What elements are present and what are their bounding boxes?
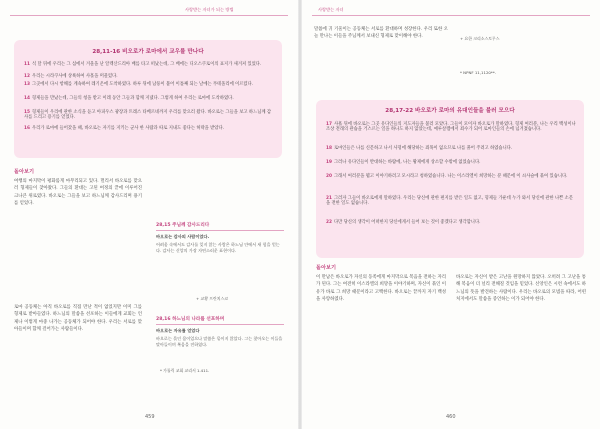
verse: 22 다만 당신의 생각이 어떠한지 당신에게서 들어 보는 것이 좋겠다고 생각합니다. [326,220,481,225]
body-paragraph: 바오로는 자신이 받은 고난을 원망하지 않았다. 오히려 그 고난을 통해 복음이 더 널리 전해질 것임을 믿었다. 신앙인은 시련 속에서도 하느님의 뜻을 발견하는 사람이다. 우리는 바오로의 모범을 따라, 어떤 처지에서도 말씀을 증언하는 이가 되어야 한다. [456,275,586,303]
box-text: 어려움 속에서도 감사를 잊지 않는 사람은 하느님 안에서 새 힘을 얻는다. 감사는 신앙의 가장 자연스러운 표현이다. [156,242,280,254]
page-number: 460 [446,414,456,420]
passage-title: 28,17-22 바오로가 로마의 유대인들을 불러 모으다 [385,108,515,114]
citation: + 요한 크리소스토무스 [460,36,500,41]
box-citation: + 교황 프란치스코 [196,296,229,301]
running-head: 사랑받는 자녀가 되는 방법 [185,7,234,12]
body-paragraph: 여행의 마지막이 평화롭게 마무리되고 있다. 멀리서 바오로를 맞으러 형제들이 찾아왔다. 그들의 환대는 고된 여정의 끝에 이루어진 크나큰 위로였다. 바오로는 그들을 보고 하느님께 감사드리며 용기를 얻었다. [14,179,142,207]
box-rule [156,324,284,325]
verse: 15 형제들이 우리에 관한 소식을 듣고 아피우스 광장과 트레스 타베르네까지 우리를 맞으러 왔다. 바오로는 그들을 보고 하느님께 감사를 드리고 용기를 얻었다. [24,110,272,121]
verse: 21 그러자 그들이 바오로에게 말하였다. 우리는 당신에 관한 편지를 받은 일도 없고, 형제들 가운데 누가 와서 당신에 관한 나쁜 소문을 전한 일도 없습니다. [326,196,573,207]
reflection-label: 돌아보기 [316,265,337,271]
citation: * NPNF 11,1120**. [460,70,497,75]
box-title: 28,16 하느님의 나라를 선포하며 [156,317,225,322]
box-subtitle: 바오로는 자유를 얻었다 [156,328,200,333]
box-citation: * 가톨릭 교회 교리서 1.411. [160,368,210,373]
scripture-passage [14,40,282,158]
header-rule [10,15,288,16]
box-rule [156,230,284,231]
verse: 14 형제들을 만났는데, 그들의 청을 받고 이레 동안 그들과 함께 지냈다. 그렇게 하여 우리는 로마에 도착하였다. [24,96,234,101]
header-rule [312,15,590,16]
box-subtitle: 바오로는 감사의 사람이었다. [156,234,210,239]
verse: 12 우리는 시라쿠사에 상륙하여 사흘을 머물렀다. [24,74,118,79]
verse: 13 그곳에서 다시 항해를 계속하여 레기온에 도착하였다. 하루 뒤에 남풍이 불어 이틀째 되는 날에는 푸테올리에 이르렀다. [24,82,254,87]
page-number: 459 [145,414,155,420]
right-page [300,0,600,429]
running-head: 사랑받는 자녀 [318,7,344,12]
box-title: 28,15 주님께 감사드리다 [156,223,210,228]
verse: 16 우리가 로마에 들어갔을 때, 바오로는 자기를 지키는 군사 한 사람과 따로 지내도 좋다는 허락을 받았다. [24,126,225,131]
box-text: 바오로는 묶인 몸이었으나 말씀은 묶이지 않았다. 그는 찾아오는 이들을 맞아들이며 복음을 전하였다. [156,336,283,348]
body-paragraph: 말씀에 귀 기울이는 공동체는 서로를 환대하며 성장한다. 우리 또한 오늘 만나는 이들을 주님께서 보내신 형제로 맞이해야 한다. [314,27,448,40]
verse: 18 로마인들은 나를 신문하고 나서 사형에 해당하는 죄목이 없으므로 나를 풀어 주려고 하였습니다. [326,146,513,151]
body-paragraph: 이 만남은 바오로가 자신의 동족에게 마지막으로 복음을 전하는 자리가 된다. 그는 여전히 이스라엘의 희망을 이야기하며, 자신이 묶인 이유가 바로 그 희망 때문이라고 고백한다. 바오로는 끝까지 자기 백성을 사랑하였다. [316,275,446,303]
reflection-label: 돌아보기 [14,169,35,175]
body-paragraph: 로마 공동체는 아직 바오로를 직접 만난 적이 없었지만 이미 그를 형제로 받아들였다. 하느님의 말씀을 선포하는 이들에게 교회는 언제나 이렇게 마중 나가는 공동체가 되어야 한다. 우리는 서로를 맞아들이며 함께 걸어가는 사람들이다. [14,305,142,333]
passage-title: 28,11-16 비오로가 로마에서 교우를 만나다 [92,49,204,55]
verse: 11 석 달 뒤에 우리는 그 섬에서 겨울을 난 알렉산드리아 배를 타고 떠났는데, 그 배에는 디오스쿠로이의 표지가 새겨져 있었다. [24,62,262,67]
verse: 20 그래서 여러분을 뵙고 이야기하려고 모시라고 청하였습니다. 나는 이스라엘이 희망하는 분 때문에 이 쇠사슬에 묶여 있습니다. [326,174,568,179]
verse: 19 그러나 유다인들이 반대하는 바람에, 나는 황제에게 상소할 수밖에 없었습니다. [326,160,481,165]
verse: 17 사흘 뒤에 바오로는 그곳 유다인들의 지도자들을 불러 모았다. 그들이 모이자 바오로가 말하였다. 형제 여러분, 나는 우리 백성이나 조상 전래의 관습을 거스르는 일을 하나도 하지 않았는데, 예루살렘에서 죄수가 되어 로마인들의 손에 넘겨졌습니다. [326,122,576,133]
scripture-passage [316,100,584,258]
